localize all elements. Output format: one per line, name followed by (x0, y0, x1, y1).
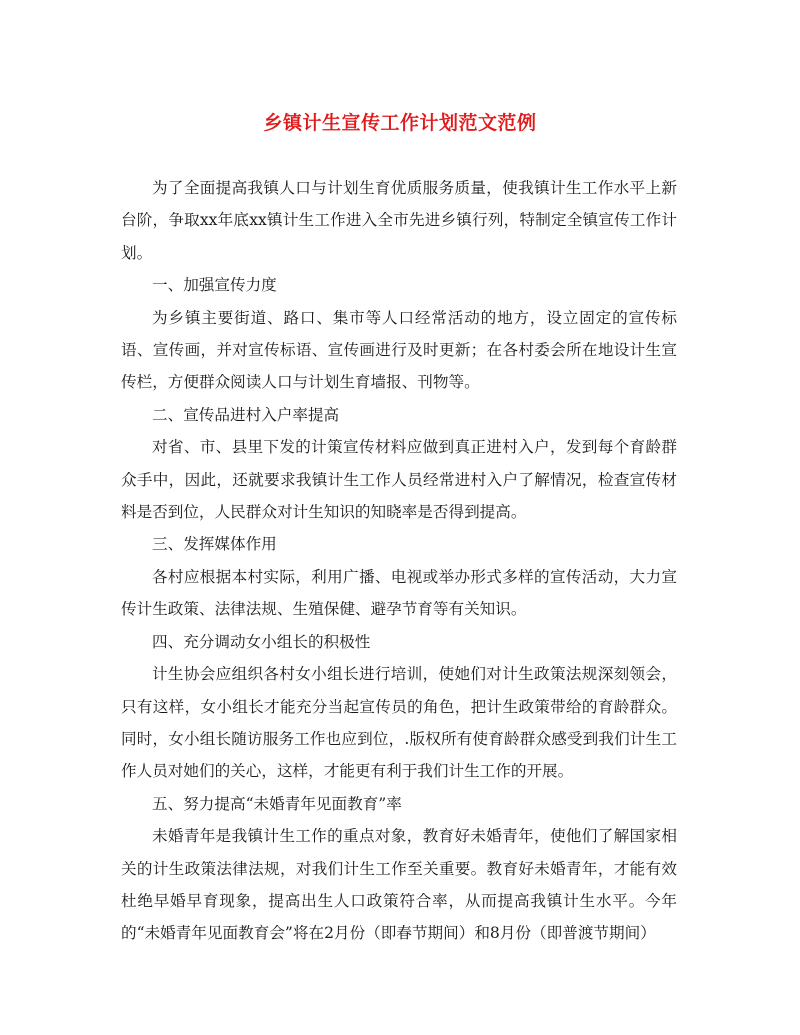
section-heading-1: 一、加强宣传力度 (152, 276, 277, 295)
section-heading-2: 二、宣传品进村入户率提高 (152, 405, 340, 424)
section-paragraph-4: 计生协会应组织各村女小组长进行培训，使她们对计生政策法规深刻领会，只有这样，女小组长才能充分当起宣传员的角色，把计生政策带给的育龄群众。同时，女小组长随访服务工作也应到位，.版权所有使育龄群众感受到我们计生工作人员对她们的关心，这样，才能更有利于我们计生工作的开展。 (121, 665, 677, 781)
section-heading-4: 四、充分调动女小组长的积极性 (152, 632, 371, 651)
section-heading-3: 三、发挥媒体作用 (152, 535, 277, 554)
section-paragraph-2: 对省、市、县里下发的计策宣传材料应做到真正进村入户，发到每个育龄群众手中，因此，还就要求我镇计生工作人员经常进村入户了解情况，检查宣传材料是否到位，人民群众对计生知识的知晓率是否得到提高。 (121, 438, 677, 522)
section-heading-5: 五、努力提高“未婚青年见面教育”率 (152, 794, 402, 813)
section-paragraph-1: 为乡镇主要街道、路口、集市等人口经常活动的地方，设立固定的宣传标语、宣传画，并对宣传标语、宣传画进行及时更新；在各村委会所在地设计生宣传栏，方便群众阅读人口与计划生育墙报、刊物等。 (121, 308, 677, 392)
document-body (121, 172, 677, 950)
intro-paragraph: 为了全面提高我镇人口与计划生育优质服务质量，使我镇计生工作水平上新台阶，争取xx年底xx镇计生工作进入全市先进乡镇行列，特制定全镇宣传工作计划。 (121, 179, 677, 262)
section-paragraph-5: 未婚青年是我镇计生工作的重点对象，教育好未婚青年，使他们了解国家相关的计生政策法律法规，对我们计生工作至关重要。教育好未婚青年，才能有效杜绝早婚早育现象，提高出生人口政策符合率，从而提高我镇计生水平。今年的“未婚青年见面教育会”将在2月份（即春节期间）和8月份（即普渡节期间） (121, 827, 677, 943)
document-title: 乡镇计生宣传工作计划范文范例 (263, 112, 537, 134)
section-paragraph-3: 各村应根据本村实际，利用广播、电视或举办形式多样的宣传活动，大力宣传计生政策、法律法规、生殖保健、避孕节育等有关知识。 (121, 567, 677, 619)
